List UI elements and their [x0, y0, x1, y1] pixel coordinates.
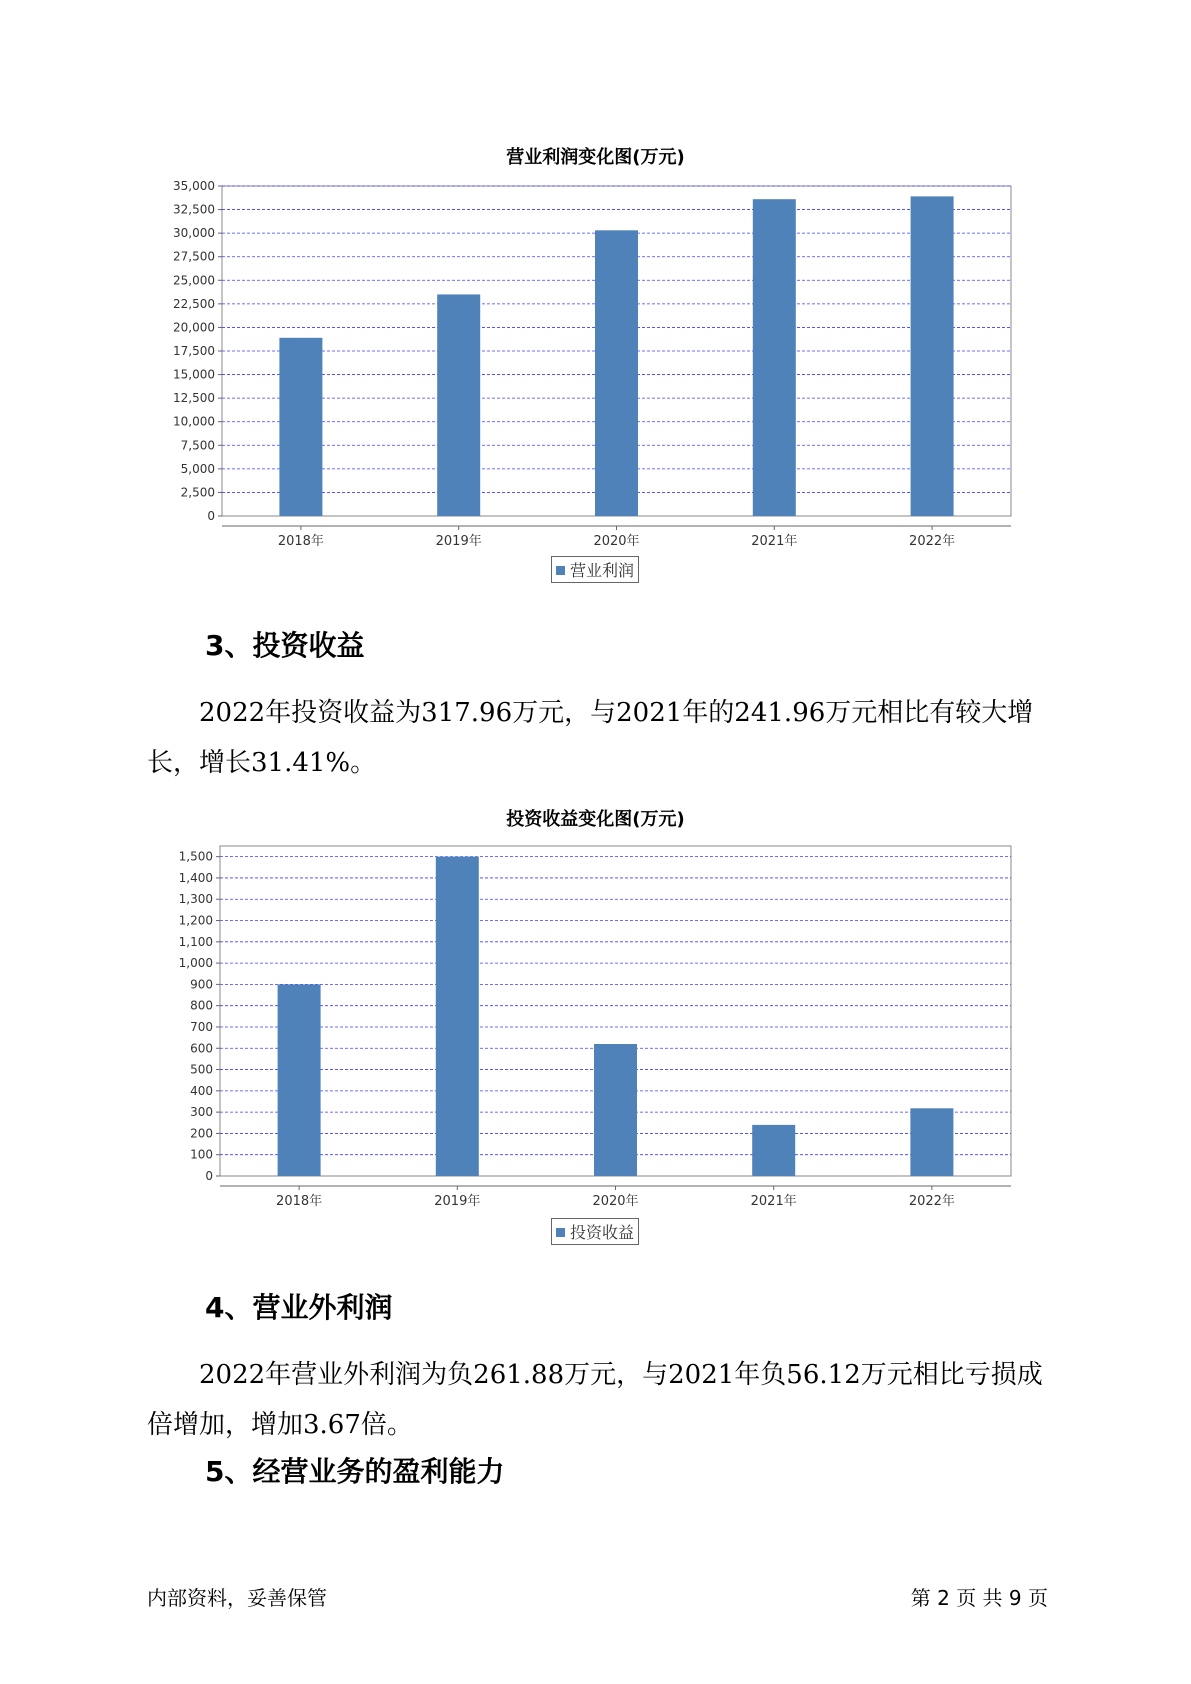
x-tick-label: 2022年 — [909, 534, 956, 549]
y-tick-label: 1,100 — [178, 934, 213, 949]
legend-swatch — [556, 566, 565, 575]
x-tick-label: 2021年 — [751, 534, 798, 549]
bar — [436, 857, 479, 1176]
y-tick-label: 1,200 — [178, 913, 213, 928]
legend-label: 营业利润 — [570, 561, 635, 580]
x-tick-label: 2021年 — [750, 1194, 797, 1209]
x-tick-label: 2019年 — [435, 534, 482, 549]
bar — [278, 984, 321, 1176]
y-tick-label: 32,500 — [173, 202, 215, 217]
y-tick-label: 25,000 — [173, 273, 215, 288]
y-tick-label: 5,000 — [180, 461, 215, 476]
y-tick-label: 1,300 — [178, 892, 213, 907]
y-tick-label: 1,500 — [178, 849, 213, 864]
y-tick-label: 0 — [207, 509, 215, 523]
footer-confidential: 内部资料，妥善保管 — [147, 1586, 327, 1610]
bar — [911, 196, 954, 516]
y-tick-label: 22,500 — [173, 296, 215, 311]
bar — [594, 1044, 637, 1176]
heading-investment-income: 3、投资收益 — [205, 629, 365, 662]
y-tick-label: 1,400 — [178, 870, 213, 885]
y-tick-label: 100 — [190, 1147, 213, 1162]
y-tick-label: 600 — [190, 1041, 213, 1056]
y-tick-label: 27,500 — [173, 249, 215, 264]
y-tick-label: 200 — [190, 1126, 213, 1141]
paragraph-investment-income: 2022年投资收益为317.96万元，与2021年的241.96万元相比有较大增长，增长31.41%。 — [147, 698, 1034, 778]
bar — [910, 1108, 953, 1176]
heading-profitability: 5、经营业务的盈利能力 — [205, 1455, 505, 1488]
y-tick-label: 0 — [205, 1169, 213, 1183]
footer-page-number: 第 2 页 共 9 页 — [910, 1586, 1048, 1610]
operating-profit-chart — [0, 160, 1191, 550]
legend-operating-profit — [551, 556, 639, 583]
y-tick-label: 35,000 — [173, 179, 215, 193]
y-tick-label: 500 — [190, 1062, 213, 1077]
y-tick-label: 700 — [190, 1019, 213, 1034]
chart-title-investment-income: 投资收益变化图(万元) — [506, 809, 685, 830]
x-tick-label: 2020年 — [593, 534, 640, 549]
investment-income-chart — [0, 820, 1191, 1210]
y-tick-label: 2,500 — [180, 485, 215, 500]
x-tick-label: 2018年 — [276, 1194, 323, 1209]
x-tick-label: 2020年 — [592, 1194, 639, 1209]
y-tick-label: 400 — [190, 1083, 213, 1098]
legend-swatch — [556, 1228, 565, 1237]
y-tick-label: 10,000 — [173, 414, 215, 429]
y-tick-label: 1,000 — [178, 956, 213, 971]
legend-label: 投资收益 — [570, 1223, 635, 1242]
y-tick-label: 800 — [190, 998, 213, 1013]
bar — [753, 199, 796, 516]
bar — [437, 294, 480, 516]
y-tick-label: 12,500 — [173, 391, 215, 406]
legend-investment-income — [551, 1218, 639, 1245]
bar — [595, 230, 638, 516]
bar — [752, 1125, 795, 1176]
y-tick-label: 30,000 — [173, 226, 215, 241]
y-tick-label: 900 — [190, 977, 213, 992]
x-tick-label: 2022年 — [908, 1194, 955, 1209]
x-tick-label: 2018年 — [277, 534, 324, 549]
y-tick-label: 20,000 — [173, 320, 215, 335]
x-tick-label: 2019年 — [434, 1194, 481, 1209]
paragraph-non-operating-profit: 2022年营业外利润为负261.88万元，与2021年负56.12万元相比亏损成倍增加，增加3.67倍。 — [147, 1360, 1043, 1440]
heading-non-operating-profit: 4、营业外利润 — [205, 1291, 393, 1324]
bar — [279, 338, 322, 516]
y-tick-label: 7,500 — [180, 438, 215, 453]
y-tick-label: 15,000 — [173, 367, 215, 382]
y-tick-label: 17,500 — [173, 344, 215, 358]
chart-title-operating-profit: 营业利润变化图(万元) — [506, 147, 685, 168]
y-tick-label: 300 — [190, 1105, 213, 1120]
